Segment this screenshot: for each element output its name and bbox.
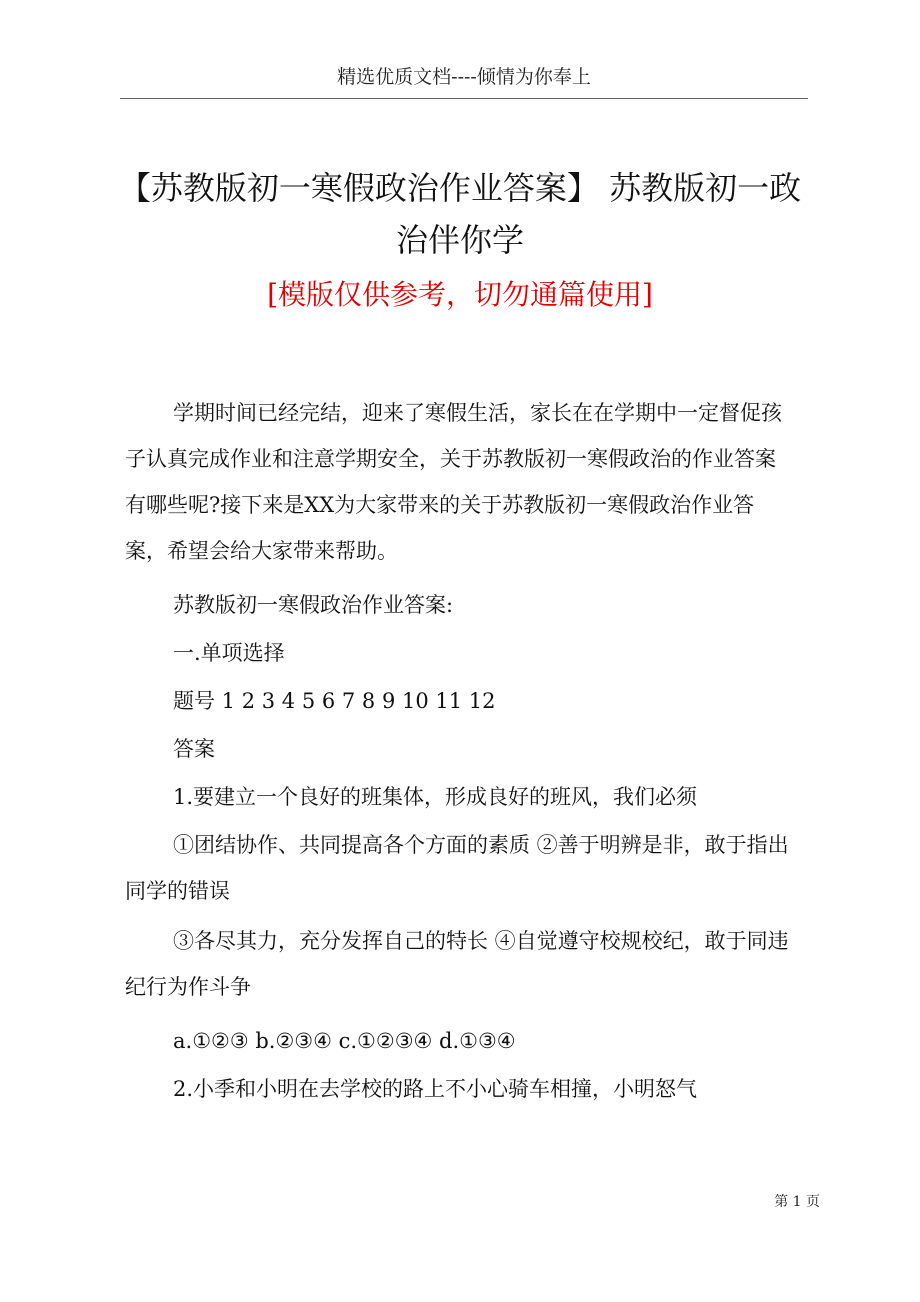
answer-row-label: 答案 — [173, 737, 215, 761]
question-2: 2.小季和小明在去学校的路上不小心骑车相撞，小明怒气 — [173, 1077, 698, 1101]
question-1-options-a: ①团结协作、共同提高各个方面的素质 ②善于明辨是非，敢于指出同学的错误 — [125, 833, 789, 903]
question-1-choices: a.①②③ b.②③④ c.①②③④ d.①③④ — [173, 1029, 516, 1053]
question-number-row: 题号 1 2 3 4 5 6 7 8 9 10 11 12 — [173, 689, 496, 713]
answers-heading: 苏教版初一寒假政治作业答案: — [173, 593, 454, 617]
intro-paragraph: 学期时间已经完结，迎来了寒假生活，家长在在学期中一定督促孩子认真完成作业和注意学期安全，关于苏教版初一寒假政治的作业答案有哪些呢?接下来是XX为大家带来的关于苏教版初一寒假政治作业答案，希望会给大家带来帮助。 — [125, 401, 782, 563]
page-number: 第 1 页 — [774, 1194, 820, 1210]
document-title: 【苏教版初一寒假政治作业答案】 苏教版初一政治伴你学 — [118, 169, 802, 259]
page-header: 精选优质文档----倾情为你奉上 — [337, 66, 591, 88]
header-divider — [120, 98, 808, 99]
question-1: 1.要建立一个良好的班集体，形成良好的班风，我们必须 — [173, 785, 698, 809]
section-heading: 一.单项选择 — [173, 641, 285, 665]
template-notice: [模版仅供参考，切勿通篇使用] — [267, 278, 653, 311]
question-1-options-b: ③各尽其力，充分发挥自己的特长 ④自觉遵守校规校纪，敢于同违纪行为作斗争 — [125, 929, 789, 999]
